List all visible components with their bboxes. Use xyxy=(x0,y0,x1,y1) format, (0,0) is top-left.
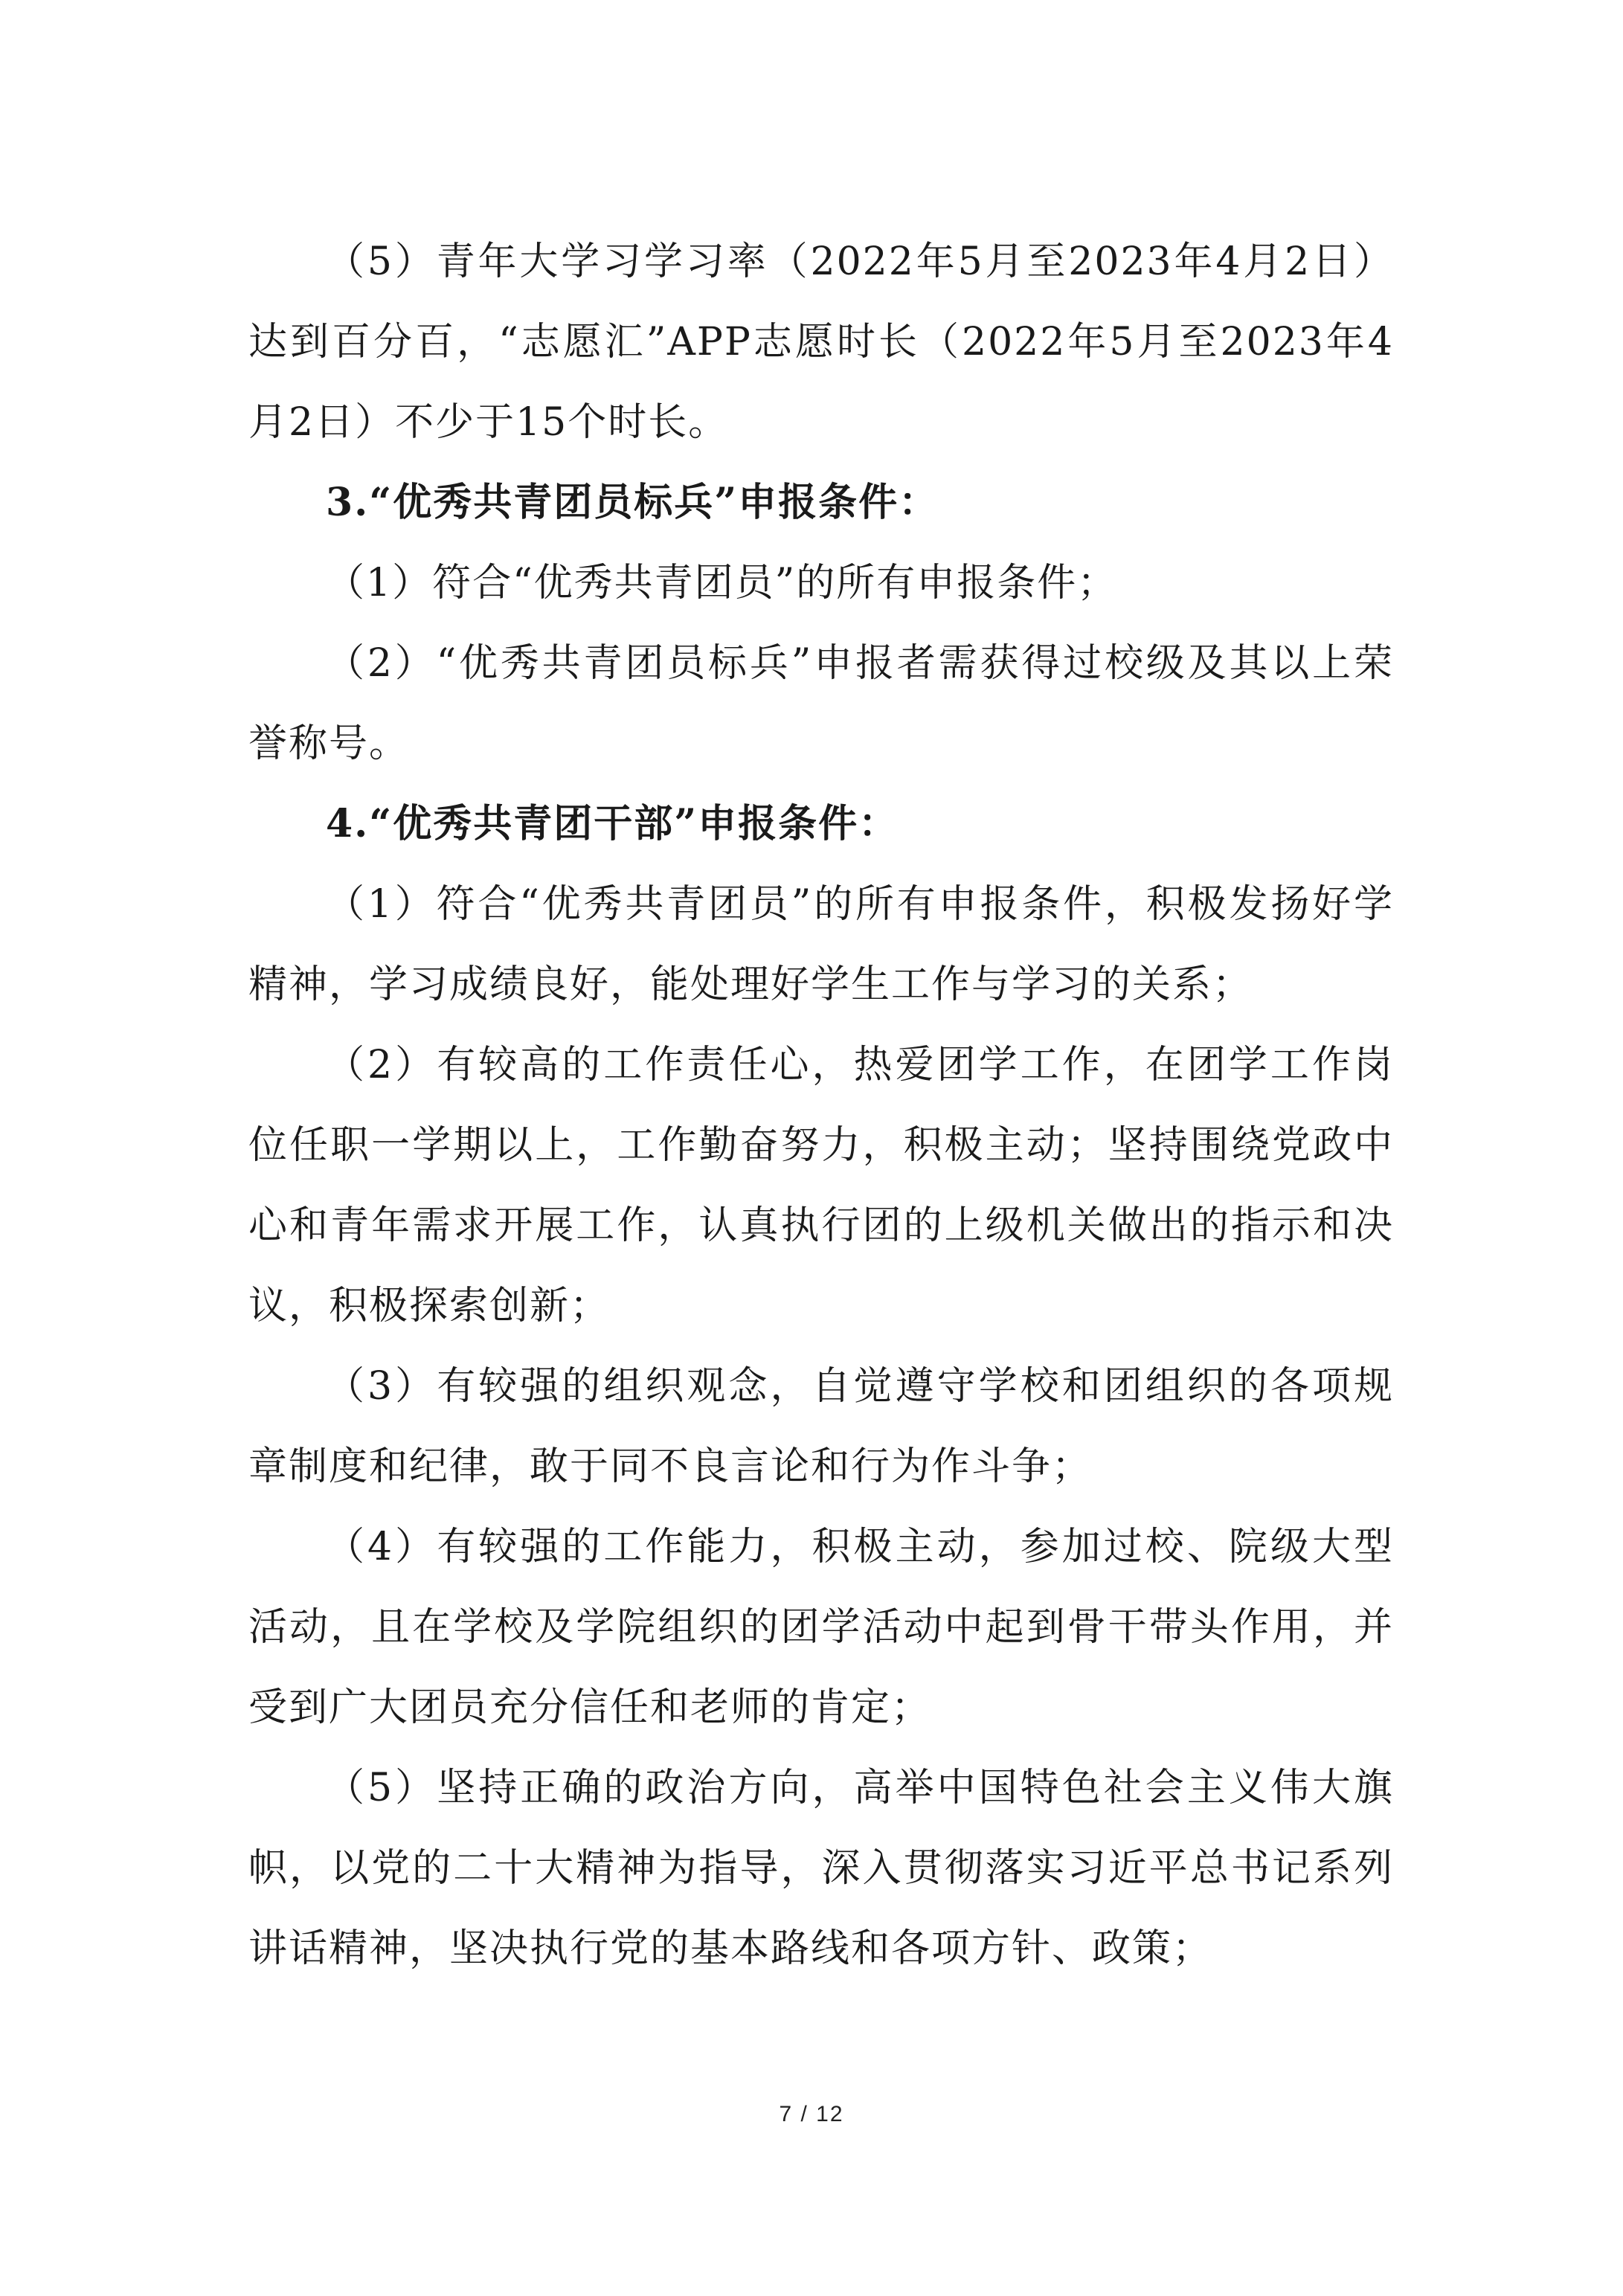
paragraph-cadre-condition-1: （1）符合“优秀共青团员”的所有申报条件，积极发扬好学精神，学习成绩良好，能处理好学生工作与学习的关系； xyxy=(248,882,1394,1007)
paragraph-condition-2: （2）“优秀共青团员标兵”申报者需获得过校级及其以上荣誉称号。 xyxy=(248,641,1394,766)
section-heading-outstanding-cadre: 4.“优秀共青团干部”申报条件： xyxy=(326,801,899,846)
paragraph-cadre-condition-4: （4）有较强的工作能力，积极主动，参加过校、院级大型活动，且在学校及学院组织的团学活动中起到骨干带头作用，并受到广大团员充分信任和老师的肯定； xyxy=(248,1525,1394,1730)
paragraph-cadre-condition-2: （2）有较高的工作责任心，热爱团学工作，在团学工作岗位任职一学期以上，工作勤奋努力，积极主动；坚持围绕党政中心和青年需求开展工作，认真执行团的上级机关做出的指示和决议，积极探索创新； xyxy=(248,1043,1394,1328)
paragraph-item-5-youth-study: （5）青年大学习学习率（2022年5月至2023年4月2日）达到百分百，“志愿汇”APP志愿时长（2022年5月至2023年4月2日）不少于15个时长。 xyxy=(248,239,1394,445)
paragraph-cadre-condition-3: （3）有较强的组织观念，自觉遵守学校和团组织的各项规章制度和纪律，敢于同不良言论和行为作斗争； xyxy=(248,1364,1394,1489)
section-heading-model-member: 3.“优秀共青团员标兵”申报条件： xyxy=(326,480,939,525)
document-body xyxy=(248,222,1394,1989)
paragraph-condition-1: （1）符合“优秀共青团员”的所有申报条件； xyxy=(326,561,1118,605)
paragraph-cadre-condition-5: （5）坚持正确的政治方向，高举中国特色社会主义伟大旗帜，以党的二十大精神为指导，深入贯彻落实习近平总书记系列讲话精神，坚决执行党的基本路线和各项方针、政策； xyxy=(248,1766,1394,1971)
page-number: 7 / 12 xyxy=(779,2102,844,2126)
